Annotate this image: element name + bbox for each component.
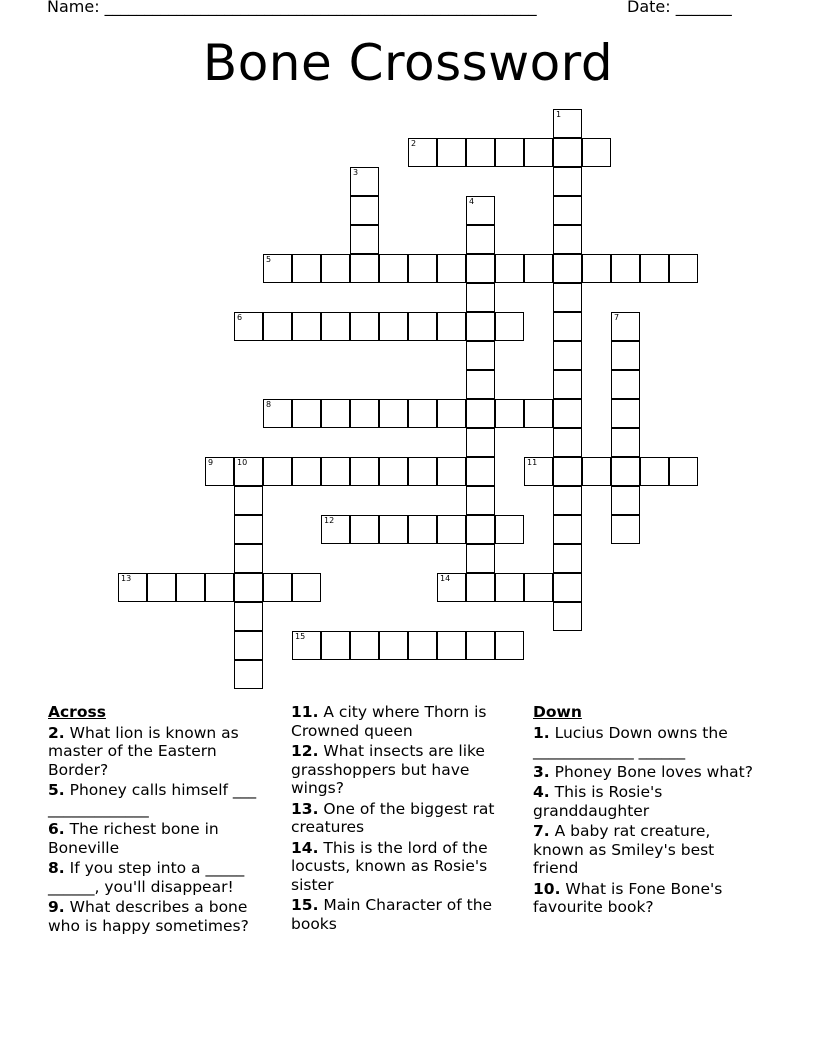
grid-cell[interactable] <box>553 109 582 138</box>
grid-cell[interactable] <box>379 631 408 660</box>
grid-cell[interactable] <box>466 486 495 515</box>
grid-cell[interactable] <box>524 457 553 486</box>
clue-across-12: 12. What insects are like grasshoppers but have wings? <box>291 742 485 797</box>
grid-cell[interactable] <box>640 457 669 486</box>
clue-number: 2 <box>411 139 417 148</box>
grid-cell[interactable] <box>234 631 263 660</box>
grid-cell[interactable] <box>466 312 495 341</box>
grid-cell[interactable] <box>466 573 495 602</box>
grid-cell[interactable] <box>292 573 321 602</box>
grid-cell[interactable] <box>379 312 408 341</box>
clue-number: 4 <box>469 197 475 206</box>
grid-cell[interactable] <box>582 138 611 167</box>
clue-across-11: 11. A city where Thorn is Crowned queen <box>291 703 487 740</box>
clue-number: 11 <box>527 458 538 467</box>
clue-number: 14 <box>440 574 451 583</box>
grid-cell[interactable] <box>466 544 495 573</box>
grid-cell[interactable] <box>379 515 408 544</box>
grid-cell[interactable] <box>437 138 466 167</box>
grid-cell[interactable] <box>524 138 553 167</box>
grid-cell[interactable] <box>408 515 437 544</box>
grid-cell[interactable] <box>350 167 379 196</box>
grid-cell[interactable] <box>408 138 437 167</box>
clue-number: 13 <box>121 574 132 583</box>
grid-cell[interactable] <box>466 254 495 283</box>
grid-cell[interactable] <box>495 138 524 167</box>
clue-number: 10 <box>237 458 248 467</box>
grid-cell[interactable] <box>292 312 321 341</box>
grid-cell[interactable] <box>553 602 582 631</box>
clues-column-2 <box>291 703 516 935</box>
grid-cell[interactable] <box>466 138 495 167</box>
grid-cell[interactable] <box>350 399 379 428</box>
grid-cell[interactable] <box>234 573 263 602</box>
grid-cell[interactable] <box>205 457 234 486</box>
grid-cell[interactable] <box>408 631 437 660</box>
grid-cell[interactable] <box>263 457 292 486</box>
grid-cell[interactable] <box>263 399 292 428</box>
grid-cell[interactable] <box>553 428 582 457</box>
clue-down-4: 4. This is Rosie's granddaughter <box>533 783 663 820</box>
grid-cell[interactable] <box>466 515 495 544</box>
grid-cell[interactable] <box>263 254 292 283</box>
grid-cell[interactable] <box>611 486 640 515</box>
grid-cell[interactable] <box>379 457 408 486</box>
clue-number: 5 <box>266 255 272 264</box>
grid-cell[interactable] <box>379 399 408 428</box>
grid-cell[interactable] <box>466 341 495 370</box>
grid-cell[interactable] <box>437 457 466 486</box>
grid-cell[interactable] <box>321 631 350 660</box>
grid-cell[interactable] <box>553 254 582 283</box>
grid-cell[interactable] <box>466 631 495 660</box>
grid-cell[interactable] <box>437 254 466 283</box>
grid-cell[interactable] <box>292 631 321 660</box>
grid-cell[interactable] <box>408 399 437 428</box>
grid-cell[interactable] <box>408 312 437 341</box>
grid-cell[interactable] <box>582 254 611 283</box>
clue-down-10: 10. What is Fone Bone's favourite book? <box>533 879 723 916</box>
clue-number: 3 <box>353 168 359 177</box>
grid-cell[interactable] <box>321 399 350 428</box>
grid-cell[interactable] <box>437 631 466 660</box>
grid-cell[interactable] <box>495 631 524 660</box>
grid-cell[interactable] <box>640 254 669 283</box>
grid-cell[interactable] <box>234 602 263 631</box>
grid-cell[interactable] <box>553 341 582 370</box>
grid-cell[interactable] <box>234 486 263 515</box>
down-heading: Down <box>533 703 582 721</box>
grid-cell[interactable] <box>553 457 582 486</box>
grid-cell[interactable] <box>524 573 553 602</box>
clues-column-1 <box>48 703 270 937</box>
grid-cell[interactable] <box>669 254 698 283</box>
grid-cell[interactable] <box>553 515 582 544</box>
grid-cell[interactable] <box>495 254 524 283</box>
across-heading: Across <box>48 703 106 721</box>
page-title: Bone Crossword <box>202 34 614 92</box>
grid-cell[interactable] <box>118 573 147 602</box>
grid-cell[interactable] <box>205 573 234 602</box>
grid-cell[interactable] <box>553 283 582 312</box>
clue-across-9: 9. What describes a bone who is happy sometimes? <box>48 898 249 935</box>
grid-cell[interactable] <box>611 515 640 544</box>
grid-cell[interactable] <box>321 312 350 341</box>
grid-cell[interactable] <box>553 225 582 254</box>
grid-cell[interactable] <box>495 573 524 602</box>
grid-cell[interactable] <box>553 370 582 399</box>
grid-cell[interactable] <box>437 573 466 602</box>
clue-number: 9 <box>208 458 214 467</box>
grid-cell[interactable] <box>553 573 582 602</box>
grid-cell[interactable] <box>234 660 263 689</box>
grid-cell[interactable] <box>263 312 292 341</box>
grid-cell[interactable] <box>321 515 350 544</box>
grid-cell[interactable] <box>350 254 379 283</box>
grid-cell[interactable] <box>263 573 292 602</box>
grid-cell[interactable] <box>466 370 495 399</box>
date-field: Date: _______ <box>627 0 732 16</box>
clues-column-3 <box>533 703 758 919</box>
grid-cell[interactable] <box>611 428 640 457</box>
clue-across-2: 2. What lion is known as master of the Eastern Border? <box>48 723 239 779</box>
clue-across-15: 15. Main Character of the books <box>291 896 493 933</box>
clue-down-3: 3. Phoney Bone loves what? <box>533 762 753 781</box>
grid-cell[interactable] <box>350 457 379 486</box>
grid-cell[interactable] <box>437 515 466 544</box>
grid-cell[interactable] <box>234 457 263 486</box>
grid-cell[interactable] <box>466 457 495 486</box>
grid-cell[interactable] <box>321 254 350 283</box>
grid-cell[interactable] <box>408 254 437 283</box>
grid-cell[interactable] <box>553 138 582 167</box>
grid-cell[interactable] <box>437 312 466 341</box>
grid-cell[interactable] <box>582 457 611 486</box>
grid-cell[interactable] <box>524 399 553 428</box>
grid-cell[interactable] <box>553 399 582 428</box>
grid-cell[interactable] <box>437 399 466 428</box>
grid-cell[interactable] <box>321 457 350 486</box>
grid-cell[interactable] <box>350 196 379 225</box>
clue-number: 12 <box>324 516 335 525</box>
grid-cell[interactable] <box>495 399 524 428</box>
grid-cell[interactable] <box>611 457 640 486</box>
grid-cell[interactable] <box>611 341 640 370</box>
grid-cell[interactable] <box>466 283 495 312</box>
grid-cell[interactable] <box>408 457 437 486</box>
grid-cell[interactable] <box>350 515 379 544</box>
grid-cell[interactable] <box>466 196 495 225</box>
grid-cell[interactable] <box>350 631 379 660</box>
grid-cell[interactable] <box>553 544 582 573</box>
grid-cell[interactable] <box>466 428 495 457</box>
grid-cell[interactable] <box>495 515 524 544</box>
grid-cell[interactable] <box>176 573 205 602</box>
clue-across-13: 13. One of the biggest rat creatures <box>291 799 495 836</box>
grid-cell[interactable] <box>611 254 640 283</box>
grid-cell[interactable] <box>234 544 263 573</box>
clue-across-8: 8. If you step into a _____ ______, you'll disappear! <box>48 859 245 896</box>
grid-cell[interactable] <box>553 312 582 341</box>
grid-cell[interactable] <box>379 254 408 283</box>
clue-across-5: 5. Phoney calls himself ___ _____________ <box>48 781 257 818</box>
grid-cell[interactable] <box>669 457 698 486</box>
name-field: Name: ______________________________________________________ <box>47 0 537 16</box>
grid-cell[interactable] <box>466 225 495 254</box>
grid-cell[interactable] <box>553 196 582 225</box>
grid-cell[interactable] <box>524 254 553 283</box>
grid-cell[interactable] <box>292 254 321 283</box>
clue-number: 15 <box>295 632 306 641</box>
grid-cell[interactable] <box>350 312 379 341</box>
grid-cell[interactable] <box>292 457 321 486</box>
grid-cell[interactable] <box>350 225 379 254</box>
grid-cell[interactable] <box>292 399 321 428</box>
clue-down-1: 1. Lucius Down owns the _____________ ______ <box>533 723 728 760</box>
clue-down-7: 7. A baby rat creature, known as Smiley's best friend <box>533 822 715 877</box>
grid-cell[interactable] <box>553 486 582 515</box>
clue-number: 8 <box>266 400 272 409</box>
clue-number: 7 <box>614 313 620 322</box>
grid-cell[interactable] <box>611 312 640 341</box>
grid-cell[interactable] <box>495 312 524 341</box>
grid-cell[interactable] <box>147 573 176 602</box>
grid-cell[interactable] <box>234 312 263 341</box>
clue-across-14: 14. This is the lord of the locusts, known as Rosie's sister <box>291 838 488 894</box>
clue-number: 6 <box>237 313 243 322</box>
grid-cell[interactable] <box>553 167 582 196</box>
grid-cell[interactable] <box>466 399 495 428</box>
clue-across-6: 6. The richest bone in Boneville <box>48 820 219 857</box>
grid-cell[interactable] <box>611 399 640 428</box>
clue-number: 1 <box>556 110 562 119</box>
grid-cell[interactable] <box>611 370 640 399</box>
grid-cell[interactable] <box>234 515 263 544</box>
